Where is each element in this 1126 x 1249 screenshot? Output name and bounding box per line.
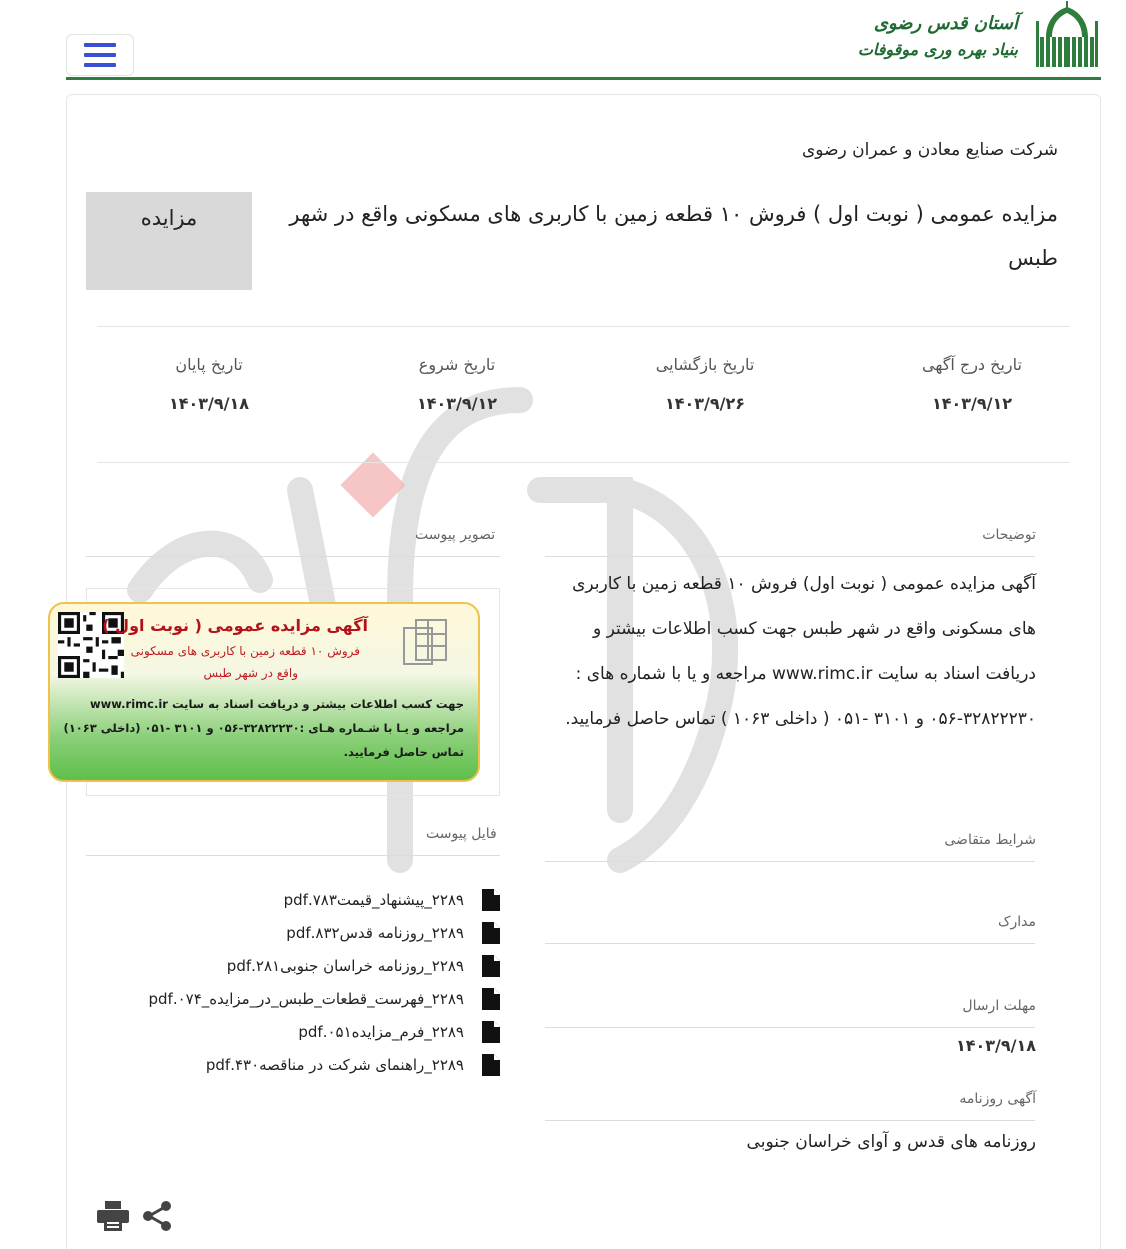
logo-line1: آستان قدس رضوی	[873, 12, 1018, 34]
deadline-value: ۱۴۰۳/۹/۱۸	[955, 1036, 1036, 1055]
file-icon	[482, 1054, 500, 1076]
date-label: تاریخ شروع	[418, 355, 496, 374]
date-value: ۱۴۰۳/۹/۱۲	[931, 394, 1013, 413]
print-button[interactable]	[96, 1198, 130, 1234]
dates-row	[97, 355, 1070, 435]
file-link[interactable]	[284, 889, 500, 911]
section-divider	[86, 556, 500, 557]
section-divider	[545, 861, 1035, 862]
date-end	[109, 355, 309, 413]
section-divider	[545, 556, 1035, 557]
company-logo-icon	[398, 614, 456, 672]
listing-type-badge	[86, 192, 252, 290]
file-name: ۲۲۸۹_پیشنهاد_قیمت۷۸۳.pdf	[283, 891, 464, 909]
section-divider	[545, 943, 1035, 944]
badge-label: مزایده	[140, 206, 198, 230]
file-link[interactable]	[149, 988, 500, 1010]
description-label: توضیحات	[982, 527, 1036, 543]
file-link[interactable]	[227, 955, 500, 977]
logo-line2: بنیاد بهره وری موقوفات	[857, 39, 1018, 59]
documents-label: مدارک	[997, 914, 1036, 930]
file-link[interactable]	[206, 1054, 500, 1076]
logo-text	[858, 10, 1018, 63]
date-value: ۱۴۰۳/۹/۱۸	[168, 394, 250, 413]
file-name: ۲۲۸۹_فهرست_قطعات_طبس_در_مزایده_۰۷۴.pdf	[148, 990, 464, 1008]
file-name: ۲۲۸۹_روزنامه خراسان جنوبی۲۸۱.pdf	[226, 957, 464, 975]
divider	[97, 326, 1070, 327]
ad-body: جهت کسب اطلاعات بیشتر و دریافت اسناد به سایت www.rimc.ir مراجعه و یـا با شـماره هـای :۳۲۸۲۲۲۳۰-۰۵۶ و ۳۱۰۱ -۰۵۱ (داخلی ۱۰۶۳) تماس حاصل فرمایید.	[63, 697, 464, 759]
date-opening	[605, 355, 805, 413]
date-label: تاریخ پایان	[175, 355, 243, 374]
date-posted	[872, 355, 1072, 413]
deadline-label: مهلت ارسال	[962, 998, 1036, 1014]
date-label: تاریخ درج آگهی	[922, 355, 1022, 374]
section-divider	[545, 1027, 1035, 1028]
date-start	[357, 355, 557, 413]
share-button[interactable]	[140, 1198, 174, 1234]
description-text: آگهی مزایده عمومی ( نوبت اول) فروش ۱۰ قطعه زمین با کاربری های مسکونی واقع در شهر طبس جهت کسب اطلاعات بیشتر و دریافت اسناد به سایت www.rimc.ir مراجعه و یا با شماره های : ۳۲۸۲۲۲۳۰-۰۵۶ و ۳۱۰۱ -۰۵۱ ( داخلی ۱۰۶۳ ) تماس حاصل فرمایید.	[565, 574, 1036, 729]
newspaper-value: روزنامه های قدس و آوای خراسان جنوبی	[746, 1132, 1036, 1152]
file-icon	[482, 922, 500, 944]
share-icon	[141, 1200, 173, 1232]
date-label: تاریخ بازگشایی	[655, 355, 755, 374]
ad-subtitle-location: واقع در شهر طبس	[203, 666, 298, 680]
file-name: ۲۲۸۹_فرم_مزایده۰۵۱.pdf	[298, 1023, 464, 1041]
file-icon	[482, 988, 500, 1010]
listing-title: مزایده عمومی ( نوبت اول ) فروش ۱۰ قطعه زمین با کاربری های مسکونی واقع در شهر طبس	[289, 202, 1058, 270]
files-label: فایل پیوست	[426, 826, 497, 842]
action-icons	[96, 1198, 174, 1234]
shrine-emblem-icon	[1032, 1, 1102, 71]
file-link[interactable]	[286, 922, 500, 944]
file-icon	[482, 955, 500, 977]
file-icon	[482, 889, 500, 911]
newspaper-label: آگهی روزنامه	[959, 1091, 1036, 1107]
image-label: تصویر پیوست	[415, 527, 496, 543]
site-logo[interactable]	[858, 0, 1102, 72]
section-divider	[545, 1120, 1035, 1121]
ad-subtitle: فروش ۱۰ قطعه زمین با کاربری های مسکونی	[130, 644, 360, 658]
company-name: شرکت صنایع معادن و عمران رضوی	[802, 140, 1058, 160]
ad-title: آگهی مزایده عمومی ( نوبت اول )	[102, 616, 368, 635]
conditions-label: شرایط متقاضی	[944, 832, 1036, 848]
divider	[97, 462, 1070, 463]
file-name: ۲۲۸۹_روزنامه قدس۸۳۲.pdf	[286, 924, 464, 942]
attached-ad-image[interactable]	[48, 602, 480, 782]
top-bar	[0, 0, 1126, 82]
date-value: ۱۴۰۳/۹/۲۶	[664, 394, 746, 413]
file-link[interactable]	[298, 1021, 500, 1043]
file-icon	[482, 1021, 500, 1043]
date-value: ۱۴۰۳/۹/۱۲	[416, 394, 498, 413]
print-icon	[97, 1201, 129, 1231]
file-name: ۲۲۸۹_راهنمای شرکت در مناقصه۴۳۰.pdf	[205, 1056, 464, 1074]
header-divider	[66, 77, 1101, 80]
section-divider	[86, 855, 500, 856]
hamburger-menu-button[interactable]	[66, 34, 134, 76]
